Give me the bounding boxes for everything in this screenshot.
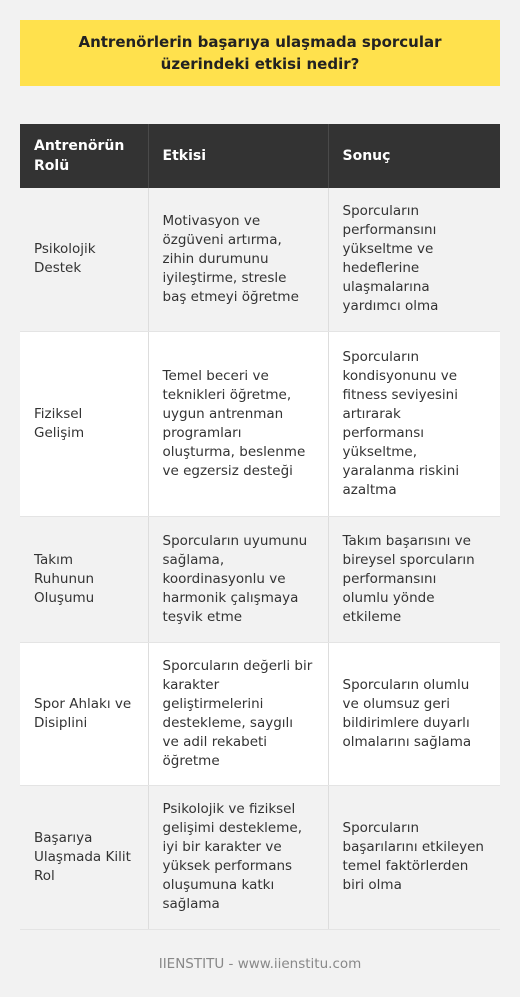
cell-result: Sporcuların olumlu ve olumsuz geri bildirimlere duyarlı olmalarını sağlama bbox=[328, 642, 500, 785]
cell-effect: Sporcuların değerli bir karakter geliştirmelerini destekleme, saygılı ve adil rekabeti öğretme bbox=[148, 642, 328, 785]
table-row bbox=[20, 188, 500, 331]
cell-result: Sporcuların kondisyonunu ve fitness seviyesini artırarak performansı yükseltme, yaralanma riskini azaltma bbox=[328, 331, 500, 516]
cell-result: Sporcuların başarılarını etkileyen temel faktörlerden biri olma bbox=[328, 785, 500, 929]
cell-effect: Motivasyon ve özgüveni artırma, zihin durumunu iyileştirme, stresle baş etmeyi öğretme bbox=[148, 188, 328, 331]
cell-role: Spor Ahlakı ve Disiplini bbox=[20, 642, 148, 785]
table-row bbox=[20, 516, 500, 642]
header-effect: Etkisi bbox=[148, 124, 328, 188]
table-header-row bbox=[20, 124, 500, 188]
cell-role: Psikolojik Destek bbox=[20, 188, 148, 331]
header-role: Antrenörün Rolü bbox=[20, 124, 148, 188]
cell-effect: Temel beceri ve teknikleri öğretme, uygun antrenman programları oluşturma, beslenme ve egzersiz desteği bbox=[148, 331, 328, 516]
cell-effect: Psikolojik ve fiziksel gelişimi destekleme, iyi bir karakter ve yüksek performans oluşumuna katkı sağlama bbox=[148, 785, 328, 929]
cell-effect: Sporcuların uyumunu sağlama, koordinasyonlu ve harmonik çalışmaya teşvik etme bbox=[148, 516, 328, 642]
table-row bbox=[20, 785, 500, 929]
title-banner bbox=[20, 20, 500, 86]
footer-credit: IIENSTITU - www.iienstitu.com bbox=[158, 956, 362, 972]
page-title: Antrenörlerin başarıya ulaşmada sporcular üzerindeki etkisi nedir? bbox=[78, 33, 442, 73]
table-row bbox=[20, 642, 500, 785]
cell-role: Fiziksel Gelişim bbox=[20, 331, 148, 516]
cell-result: Sporcuların performansını yükseltme ve hedeflerine ulaşmalarına yardımcı olma bbox=[328, 188, 500, 331]
coach-role-table bbox=[20, 124, 500, 930]
cell-result: Takım başarısını ve bireysel sporcuların performansını olumlu yönde etkileme bbox=[328, 516, 500, 642]
cell-role: Başarıya Ulaşmada Kilit Rol bbox=[20, 785, 148, 929]
table-row bbox=[20, 331, 500, 516]
header-result: Sonuç bbox=[328, 124, 500, 188]
cell-role: Takım Ruhunun Oluşumu bbox=[20, 516, 148, 642]
